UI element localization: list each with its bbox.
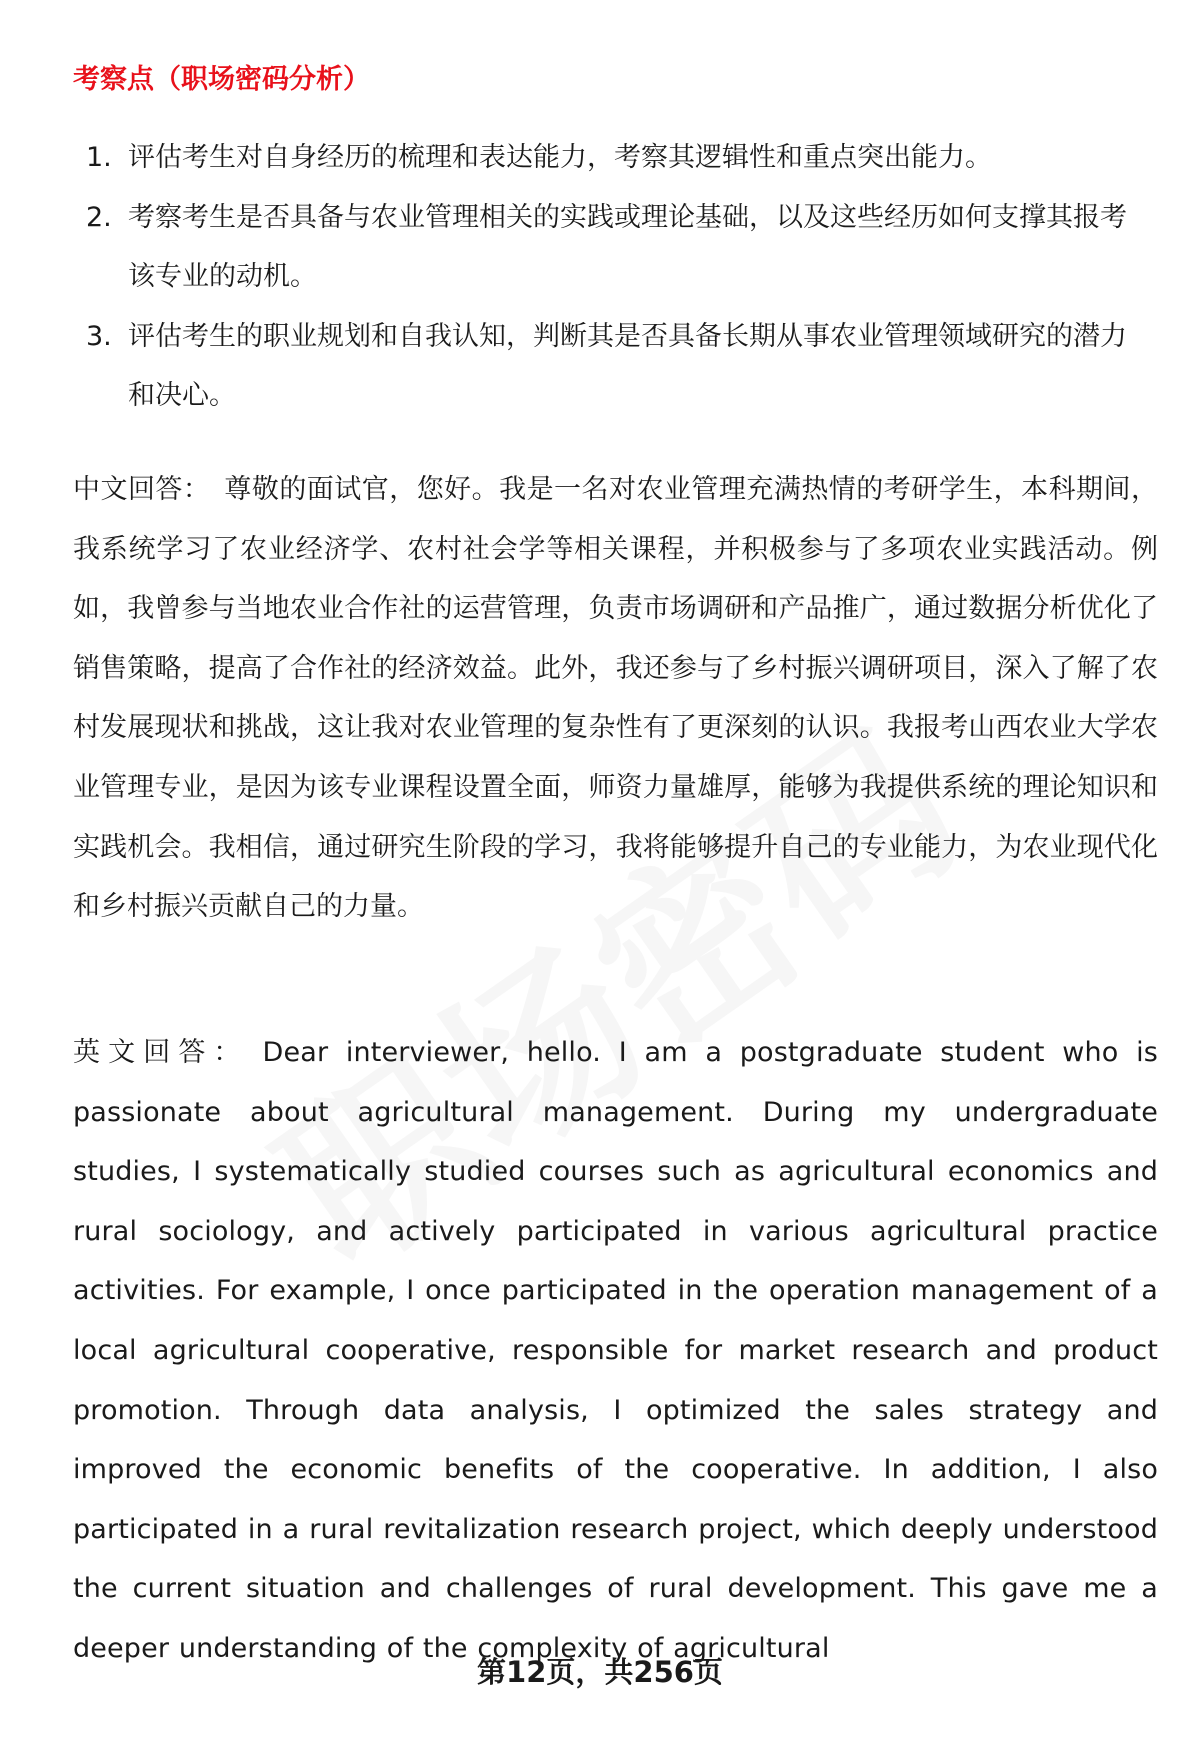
- english-answer-paragraph: [73, 1023, 1158, 1679]
- list-item: [73, 128, 1153, 188]
- list-text: 考察考生是否具备与农业管理相关的实践或理论基础，以及这些经历如何支撑其报考该专业的动机。: [128, 201, 1127, 292]
- english-answer-text: Dear interviewer, hello. I am a postgraduate student who is passionate about agricultural management. During my undergraduate studies, I systematically studied courses such as agricultural economics and rural sociology, and actively participated in various agricultural practice activities. For example, I once participated in the operation management of a local agricultural cooperative, responsible for market research and product promotion. Through data analysis, I optimized the sales strategy and improved the economic benefits of the cooperative. In addition, I also participated in a rural revitalization research project, which deeply understood the current situation and challenges of rural development. This gave me a deeper understanding of the complexity of agricultural: [73, 1037, 1158, 1664]
- list-number: 2.: [86, 201, 112, 233]
- assessment-points-list: [73, 128, 1153, 426]
- chinese-answer-label: 中文回答：: [73, 474, 211, 505]
- list-number: 1.: [86, 142, 112, 173]
- section-heading: 考察点（职场密码分析）: [73, 64, 370, 95]
- chinese-answer-text: 尊敬的面试官，您好。我是一名对农业管理充满热情的考研学生，本科期间，我系统学习了农业经济学、农村社会学等相关课程，并积极参与了多项农业实践活动。例如，我曾参与当地农业合作社的运营管理，负责市场调研和产品推广，通过数据分析优化了销售策略，提高了合作社的经济效益。此外，我还参与了乡村振兴调研项目，深入了解了农村发展现状和挑战，这让我对农业管理的复杂性有了更深刻的认识。我报考山西农业大学农业管理专业，是因为该专业课程设置全面，师资力量雄厚，能够为我提供系统的理论知识和实践机会。我相信，通过研究生阶段的学习，我将能够提升自己的专业能力，为农业现代化和乡村振兴贡献自己的力量。: [73, 474, 1159, 923]
- english-answer-label: 英文回答：: [73, 1037, 249, 1068]
- page-number-footer: 第12页，共256页: [477, 1655, 723, 1689]
- list-text: 评估考生对自身经历的梳理和表达能力，考察其逻辑性和重点突出能力。: [128, 142, 992, 173]
- list-item: [73, 188, 1153, 307]
- chinese-answer-paragraph: [73, 460, 1158, 937]
- list-text: 评估考生的职业规划和自我认知，判断其是否具备长期从事农业管理领域研究的潜力和决心。: [128, 320, 1127, 411]
- list-number: 3.: [86, 320, 112, 352]
- list-item: [73, 307, 1153, 426]
